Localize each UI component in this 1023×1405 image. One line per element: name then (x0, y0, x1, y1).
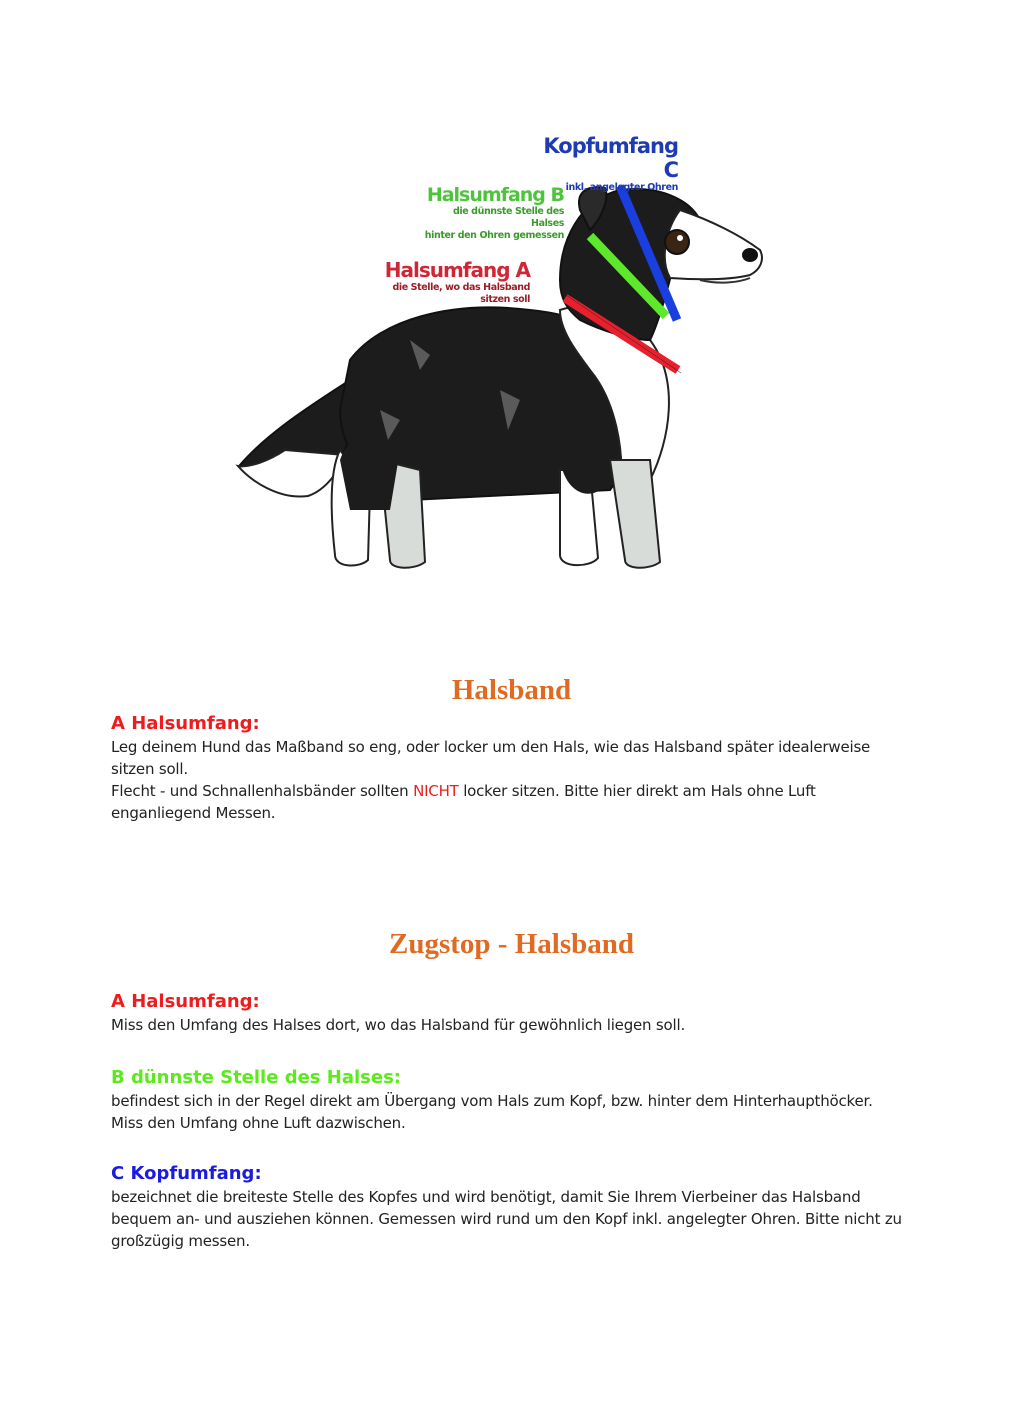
label-b-title: Halsumfang B (426, 184, 564, 206)
label-b-sub2: hinter den Ohren gemessen (424, 230, 564, 241)
label-halsumfang-b (420, 184, 564, 242)
section1-a-text (111, 736, 911, 824)
section2-c-text: bezeichnet die breiteste Stelle des Kopfes und wird benötigt, damit Sie Ihrem Vierbeiner das Halsband bequem an- und ausziehen können. Gemessen wird rund um den Kopf inkl. angelegter Ohren. Bitte nicht zu großzügig messen. (111, 1188, 902, 1250)
section1-a-line1: Leg deinem Hund das Maßband so eng, oder locker um den Hals, wie das Halsband später idealerweise sitzen soll. (111, 738, 871, 778)
section2-b-title: B dünnste Stelle des Halses: (111, 1067, 401, 1088)
section1-a-title: A Halsumfang: (111, 713, 260, 734)
heading-halsband: Halsband (451, 674, 572, 706)
section1-a-line2-pre: Flecht - und Schnallenhalsbänder sollten (111, 782, 414, 800)
label-b-sub1: die dünnste Stelle des Halses (452, 206, 564, 229)
label-halsumfang-a (360, 258, 530, 306)
label-c-sub: inkl. angelegter Ohren (565, 182, 678, 193)
heading-zugstop-halsband: Zugstop - Halsband (389, 928, 634, 960)
section1-a-line2-em: NICHT (413, 782, 459, 800)
label-c-title: Kopfumfang C (543, 134, 678, 182)
section2-a-title: A Halsumfang: (111, 991, 260, 1012)
section1-a-line2 (111, 780, 911, 824)
dog-measurement-figure (230, 130, 790, 590)
section1-a-line2-post: locker sitzen. Bitte hier direkt am Hals ohne Luft enganliegend Messen. (111, 782, 816, 822)
section2-b-line2: Miss den Umfang ohne Luft dazwischen. (111, 1114, 406, 1132)
section2-a-text: Miss den Umfang des Halses dort, wo das Halsband für gewöhnlich liegen soll. (111, 1016, 686, 1034)
label-a-sub: die Stelle, wo das Halsband sitzen soll (392, 282, 530, 305)
section2-c-title: C Kopfumfang: (111, 1163, 262, 1184)
section2-b-text (111, 1090, 911, 1134)
section2-b-line1: befindest sich in der Regel direkt am Übergang vom Hals zum Kopf, bzw. hinter dem Hinterhaupthöcker. (111, 1092, 873, 1110)
label-a-title: Halsumfang A (384, 258, 530, 282)
